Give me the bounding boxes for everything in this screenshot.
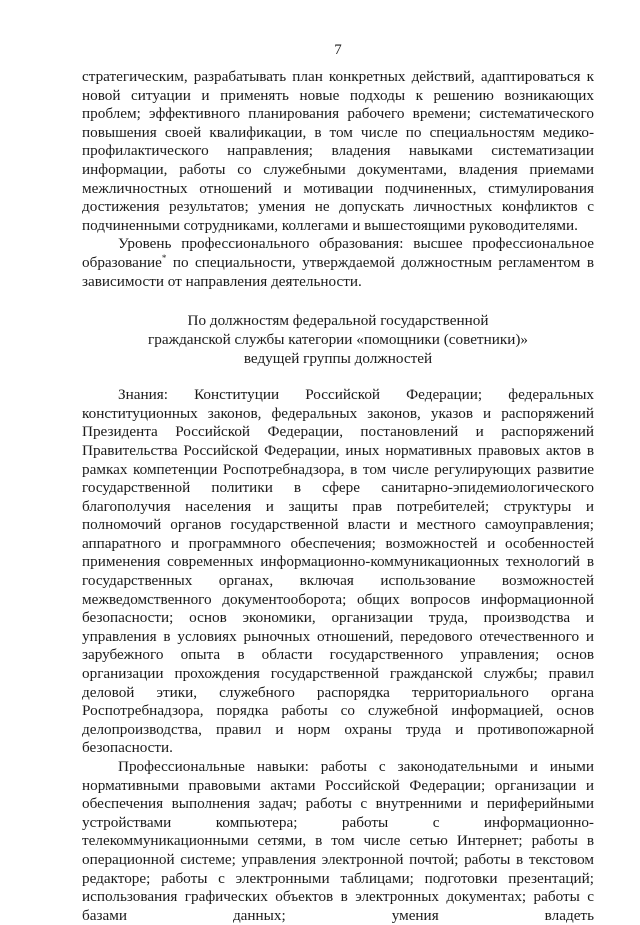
skills-paragraph: Профессиональные навыки: работы с законодательными и иными нормативными правовыми актами Российской Федерации; организации и обеспечения выполнения задач; работы с внутренними и периферийными устройствами компьютера; работы с информационно-телекоммуникационными сетями, в том числе сетью Интернет; работы в операционной системе; управления электронной почтой; работы в текстовом редакторе; работы с электронными таблицами; подготовки презентаций; использования графических объектов в электронных документах; работы с базами данных; умения владеть <box>82 758 594 924</box>
education-text-start: Уровень профессионального образования: высшее профессиональное образование <box>82 235 594 271</box>
document-page <box>82 40 594 925</box>
education-paragraph <box>82 235 594 291</box>
section-heading-line: ведущей группы должностей <box>243 350 433 368</box>
page-number: 7 <box>334 42 342 58</box>
knowledge-paragraph: Знания: Конституции Российской Федерации; федеральных конституционных законов, федеральных законов, указов и распоряжений Президента Российской Федерации, постановлений и распоряжений Правительства Российской Федерации, иных нормативных правовых актов в рамках компетенции Роспотребнадзора, в том числе регулирующих развитие государственной политики в сфере санитарно-эпидемиологического благополучия населения и защиты прав потребителей; структуры и полномочий органов государственной власти и местного самоуправления; аппаратного и программного обеспечения; возможностей и особенностей применения современных информационно-коммуникационных технологий в государственных органах, включая использование возможностей межведомственного документооборота; общих вопросов информационной безопасности; основ экономики, организации труда, производства и управления в условиях рыночных отношений, передового отечественного и зарубежного опыта в области государственного управления; основ организации прохождения государственной гражданской службы; правил деловой этики, служебного распорядка территориального органа Роспотребнадзора, порядка работы со служебной информацией, основ делопроизводства, правил и норм охраны труда и противопожарной безопасности. <box>82 386 594 757</box>
education-text-end: по специальности, утверждаемой должностным регламентом в зависимости от направления деятельности. <box>82 253 594 290</box>
section-heading-line: По должностям федеральной государственной <box>187 312 489 330</box>
section-heading <box>82 311 594 368</box>
continuation-paragraph: стратегическим, разрабатывать план конкретных действий, адаптироваться к новой ситуации и применять новые подходы к решению возникающих проблем; эффективного планирования рабочего времени; систематического повышения своей квалификации, в том числе по специальностям медико-профилактического направления; владения навыками систематизации информации, работы со служебными документами, владения приемами межличностных отношений и мотивации подчиненных, стимулирования достижения результатов; умения не допускать личностных конфликтов с подчиненными сотрудниками, коллегами и вышестоящими руководителями. <box>82 68 594 234</box>
footnote-mark: * <box>161 252 167 263</box>
section-heading-line: гражданской службы категории «помощники (советники)» <box>148 331 528 349</box>
